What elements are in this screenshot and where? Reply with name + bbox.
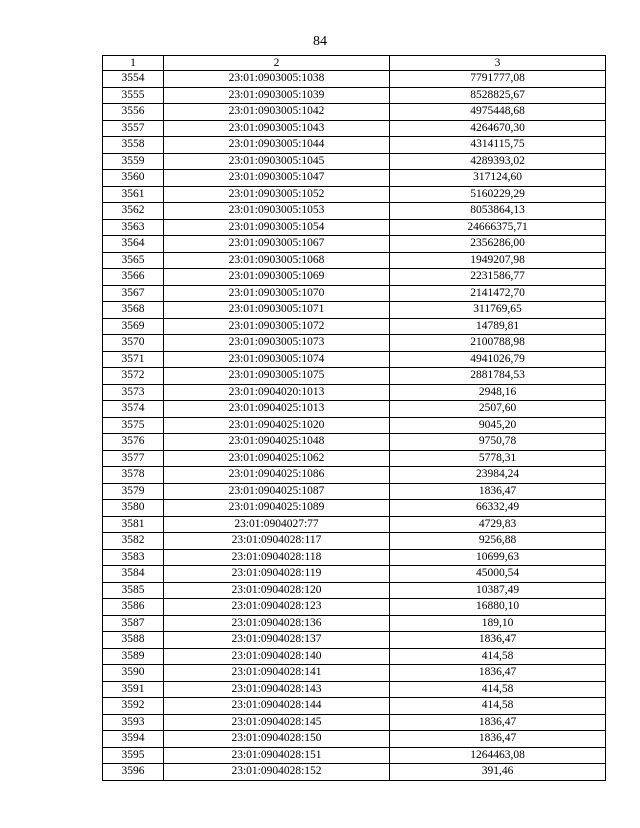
row-number-cell: 3588 [103, 632, 164, 649]
cadastral-number-cell: 23:01:0904028:118 [164, 549, 390, 566]
table-row [103, 434, 606, 451]
row-number-cell: 3566 [103, 269, 164, 286]
table-row [103, 500, 606, 517]
row-number-cell: 3555 [103, 87, 164, 104]
cadastral-number-cell: 23:01:0904028:143 [164, 681, 390, 698]
cadastral-number-cell: 23:01:0904025:1048 [164, 434, 390, 451]
table-row [103, 764, 606, 781]
value-cell: 1836,47 [390, 714, 606, 731]
table-row [103, 71, 606, 88]
row-number-cell: 3569 [103, 318, 164, 335]
table-row [103, 318, 606, 335]
table-row [103, 665, 606, 682]
cadastral-number-cell: 23:01:0903005:1045 [164, 153, 390, 170]
column-header-3: 3 [390, 56, 606, 71]
table-row [103, 384, 606, 401]
value-cell: 2948,16 [390, 384, 606, 401]
value-cell: 23984,24 [390, 467, 606, 484]
cadastral-number-cell: 23:01:0903005:1042 [164, 104, 390, 121]
cadastral-number-cell: 23:01:0904025:1086 [164, 467, 390, 484]
value-cell: 4941026,79 [390, 351, 606, 368]
row-number-cell: 3579 [103, 483, 164, 500]
cadastral-number-cell: 23:01:0904028:141 [164, 665, 390, 682]
table-row [103, 648, 606, 665]
row-number-cell: 3561 [103, 186, 164, 203]
value-cell: 4264670,30 [390, 120, 606, 137]
cadastral-number-cell: 23:01:0903005:1054 [164, 219, 390, 236]
cadastral-number-cell: 23:01:0904028:123 [164, 599, 390, 616]
cadastral-number-cell: 23:01:0904028:152 [164, 764, 390, 781]
table-row [103, 153, 606, 170]
value-cell: 414,58 [390, 648, 606, 665]
table-row [103, 285, 606, 302]
value-cell: 1836,47 [390, 632, 606, 649]
value-cell: 4289393,02 [390, 153, 606, 170]
table-row [103, 104, 606, 121]
value-cell: 2141472,70 [390, 285, 606, 302]
table-row [103, 335, 606, 352]
table-row [103, 516, 606, 533]
cadastral-number-cell: 23:01:0904020:1013 [164, 384, 390, 401]
value-cell: 391,46 [390, 764, 606, 781]
table-row [103, 137, 606, 154]
cadastral-number-cell: 23:01:0904028:150 [164, 731, 390, 748]
cadastral-number-cell: 23:01:0903005:1047 [164, 170, 390, 187]
table-row [103, 566, 606, 583]
table-row [103, 615, 606, 632]
table-row [103, 450, 606, 467]
cadastral-number-cell: 23:01:0904028:151 [164, 747, 390, 764]
value-cell: 1836,47 [390, 665, 606, 682]
table-row [103, 269, 606, 286]
value-cell: 4729,83 [390, 516, 606, 533]
table-row [103, 219, 606, 236]
value-cell: 5778,31 [390, 450, 606, 467]
row-number-cell: 3570 [103, 335, 164, 352]
value-cell: 1836,47 [390, 483, 606, 500]
table-row [103, 203, 606, 220]
row-number-cell: 3577 [103, 450, 164, 467]
table-row [103, 368, 606, 385]
value-cell: 9045,20 [390, 417, 606, 434]
row-number-cell: 3563 [103, 219, 164, 236]
table-row [103, 236, 606, 253]
value-cell: 24666375,71 [390, 219, 606, 236]
row-number-cell: 3554 [103, 71, 164, 88]
row-number-cell: 3592 [103, 698, 164, 715]
table-row [103, 170, 606, 187]
value-cell: 4975448,68 [390, 104, 606, 121]
table-body [103, 71, 606, 781]
table-row [103, 302, 606, 319]
value-cell: 14789,81 [390, 318, 606, 335]
table-row [103, 714, 606, 731]
cadastral-number-cell: 23:01:0903005:1069 [164, 269, 390, 286]
table-row [103, 483, 606, 500]
value-cell: 8053864,13 [390, 203, 606, 220]
table-row [103, 401, 606, 418]
value-cell: 2507,60 [390, 401, 606, 418]
cadastral-number-cell: 23:01:0904025:1020 [164, 417, 390, 434]
row-number-cell: 3591 [103, 681, 164, 698]
value-cell: 414,58 [390, 698, 606, 715]
cadastral-number-cell: 23:01:0903005:1071 [164, 302, 390, 319]
value-cell: 45000,54 [390, 566, 606, 583]
value-cell: 10699,63 [390, 549, 606, 566]
table-row [103, 731, 606, 748]
table-header-row [103, 56, 606, 71]
cadastral-number-cell: 23:01:0904025:1087 [164, 483, 390, 500]
cadastral-number-cell: 23:01:0903005:1070 [164, 285, 390, 302]
row-number-cell: 3590 [103, 665, 164, 682]
value-cell: 189,10 [390, 615, 606, 632]
value-cell: 5160229,29 [390, 186, 606, 203]
cadastral-number-cell: 23:01:0903005:1043 [164, 120, 390, 137]
value-cell: 1949207,98 [390, 252, 606, 269]
cadastral-number-cell: 23:01:0904025:1062 [164, 450, 390, 467]
row-number-cell: 3586 [103, 599, 164, 616]
table-row [103, 120, 606, 137]
row-number-cell: 3594 [103, 731, 164, 748]
row-number-cell: 3573 [103, 384, 164, 401]
cadastral-value-table [102, 55, 606, 781]
row-number-cell: 3556 [103, 104, 164, 121]
value-cell: 7791777,08 [390, 71, 606, 88]
row-number-cell: 3596 [103, 764, 164, 781]
value-cell: 9256,88 [390, 533, 606, 550]
row-number-cell: 3578 [103, 467, 164, 484]
table-row [103, 698, 606, 715]
cadastral-number-cell: 23:01:0904027:77 [164, 516, 390, 533]
table-row [103, 747, 606, 764]
cadastral-number-cell: 23:01:0904028:119 [164, 566, 390, 583]
row-number-cell: 3589 [103, 648, 164, 665]
row-number-cell: 3562 [103, 203, 164, 220]
table-row [103, 351, 606, 368]
value-cell: 9750,78 [390, 434, 606, 451]
row-number-cell: 3557 [103, 120, 164, 137]
value-cell: 317124,60 [390, 170, 606, 187]
row-number-cell: 3585 [103, 582, 164, 599]
row-number-cell: 3575 [103, 417, 164, 434]
row-number-cell: 3574 [103, 401, 164, 418]
cadastral-number-cell: 23:01:0903005:1039 [164, 87, 390, 104]
value-cell: 414,58 [390, 681, 606, 698]
table-row [103, 186, 606, 203]
value-cell: 2356286,00 [390, 236, 606, 253]
cadastral-number-cell: 23:01:0904028:120 [164, 582, 390, 599]
cadastral-number-cell: 23:01:0904028:137 [164, 632, 390, 649]
table-row [103, 582, 606, 599]
table-row [103, 467, 606, 484]
row-number-cell: 3576 [103, 434, 164, 451]
table-row [103, 533, 606, 550]
row-number-cell: 3558 [103, 137, 164, 154]
value-cell: 2231586,77 [390, 269, 606, 286]
cadastral-number-cell: 23:01:0903005:1072 [164, 318, 390, 335]
table-row [103, 599, 606, 616]
row-number-cell: 3595 [103, 747, 164, 764]
cadastral-number-cell: 23:01:0904028:117 [164, 533, 390, 550]
column-header-1: 1 [103, 56, 164, 71]
value-cell: 16880,10 [390, 599, 606, 616]
row-number-cell: 3587 [103, 615, 164, 632]
row-number-cell: 3571 [103, 351, 164, 368]
row-number-cell: 3564 [103, 236, 164, 253]
row-number-cell: 3565 [103, 252, 164, 269]
table-row [103, 632, 606, 649]
cadastral-number-cell: 23:01:0903005:1067 [164, 236, 390, 253]
row-number-cell: 3593 [103, 714, 164, 731]
row-number-cell: 3581 [103, 516, 164, 533]
cadastral-number-cell: 23:01:0903005:1075 [164, 368, 390, 385]
cadastral-number-cell: 23:01:0903005:1073 [164, 335, 390, 352]
value-cell: 311769,65 [390, 302, 606, 319]
row-number-cell: 3567 [103, 285, 164, 302]
cadastral-number-cell: 23:01:0904025:1013 [164, 401, 390, 418]
table-row [103, 252, 606, 269]
row-number-cell: 3568 [103, 302, 164, 319]
table-row [103, 549, 606, 566]
cadastral-number-cell: 23:01:0903005:1044 [164, 137, 390, 154]
cadastral-number-cell: 23:01:0904028:136 [164, 615, 390, 632]
value-cell: 8528825,67 [390, 87, 606, 104]
row-number-cell: 3560 [103, 170, 164, 187]
table-row [103, 87, 606, 104]
row-number-cell: 3580 [103, 500, 164, 517]
cadastral-number-cell: 23:01:0904028:145 [164, 714, 390, 731]
table-row [103, 681, 606, 698]
cadastral-number-cell: 23:01:0904028:140 [164, 648, 390, 665]
column-header-2: 2 [164, 56, 390, 71]
table-row [103, 417, 606, 434]
value-cell: 2100788,98 [390, 335, 606, 352]
cadastral-number-cell: 23:01:0903005:1053 [164, 203, 390, 220]
row-number-cell: 3584 [103, 566, 164, 583]
cadastral-number-cell: 23:01:0903005:1074 [164, 351, 390, 368]
value-cell: 2881784,53 [390, 368, 606, 385]
row-number-cell: 3583 [103, 549, 164, 566]
value-cell: 1264463,08 [390, 747, 606, 764]
value-cell: 10387,49 [390, 582, 606, 599]
value-cell: 66332,49 [390, 500, 606, 517]
cadastral-number-cell: 23:01:0904028:144 [164, 698, 390, 715]
page-number: 84 [313, 34, 327, 49]
cadastral-number-cell: 23:01:0903005:1068 [164, 252, 390, 269]
value-cell: 1836,47 [390, 731, 606, 748]
cadastral-number-cell: 23:01:0903005:1038 [164, 71, 390, 88]
cadastral-number-cell: 23:01:0904025:1089 [164, 500, 390, 517]
cadastral-number-cell: 23:01:0903005:1052 [164, 186, 390, 203]
row-number-cell: 3572 [103, 368, 164, 385]
row-number-cell: 3582 [103, 533, 164, 550]
value-cell: 4314115,75 [390, 137, 606, 154]
row-number-cell: 3559 [103, 153, 164, 170]
